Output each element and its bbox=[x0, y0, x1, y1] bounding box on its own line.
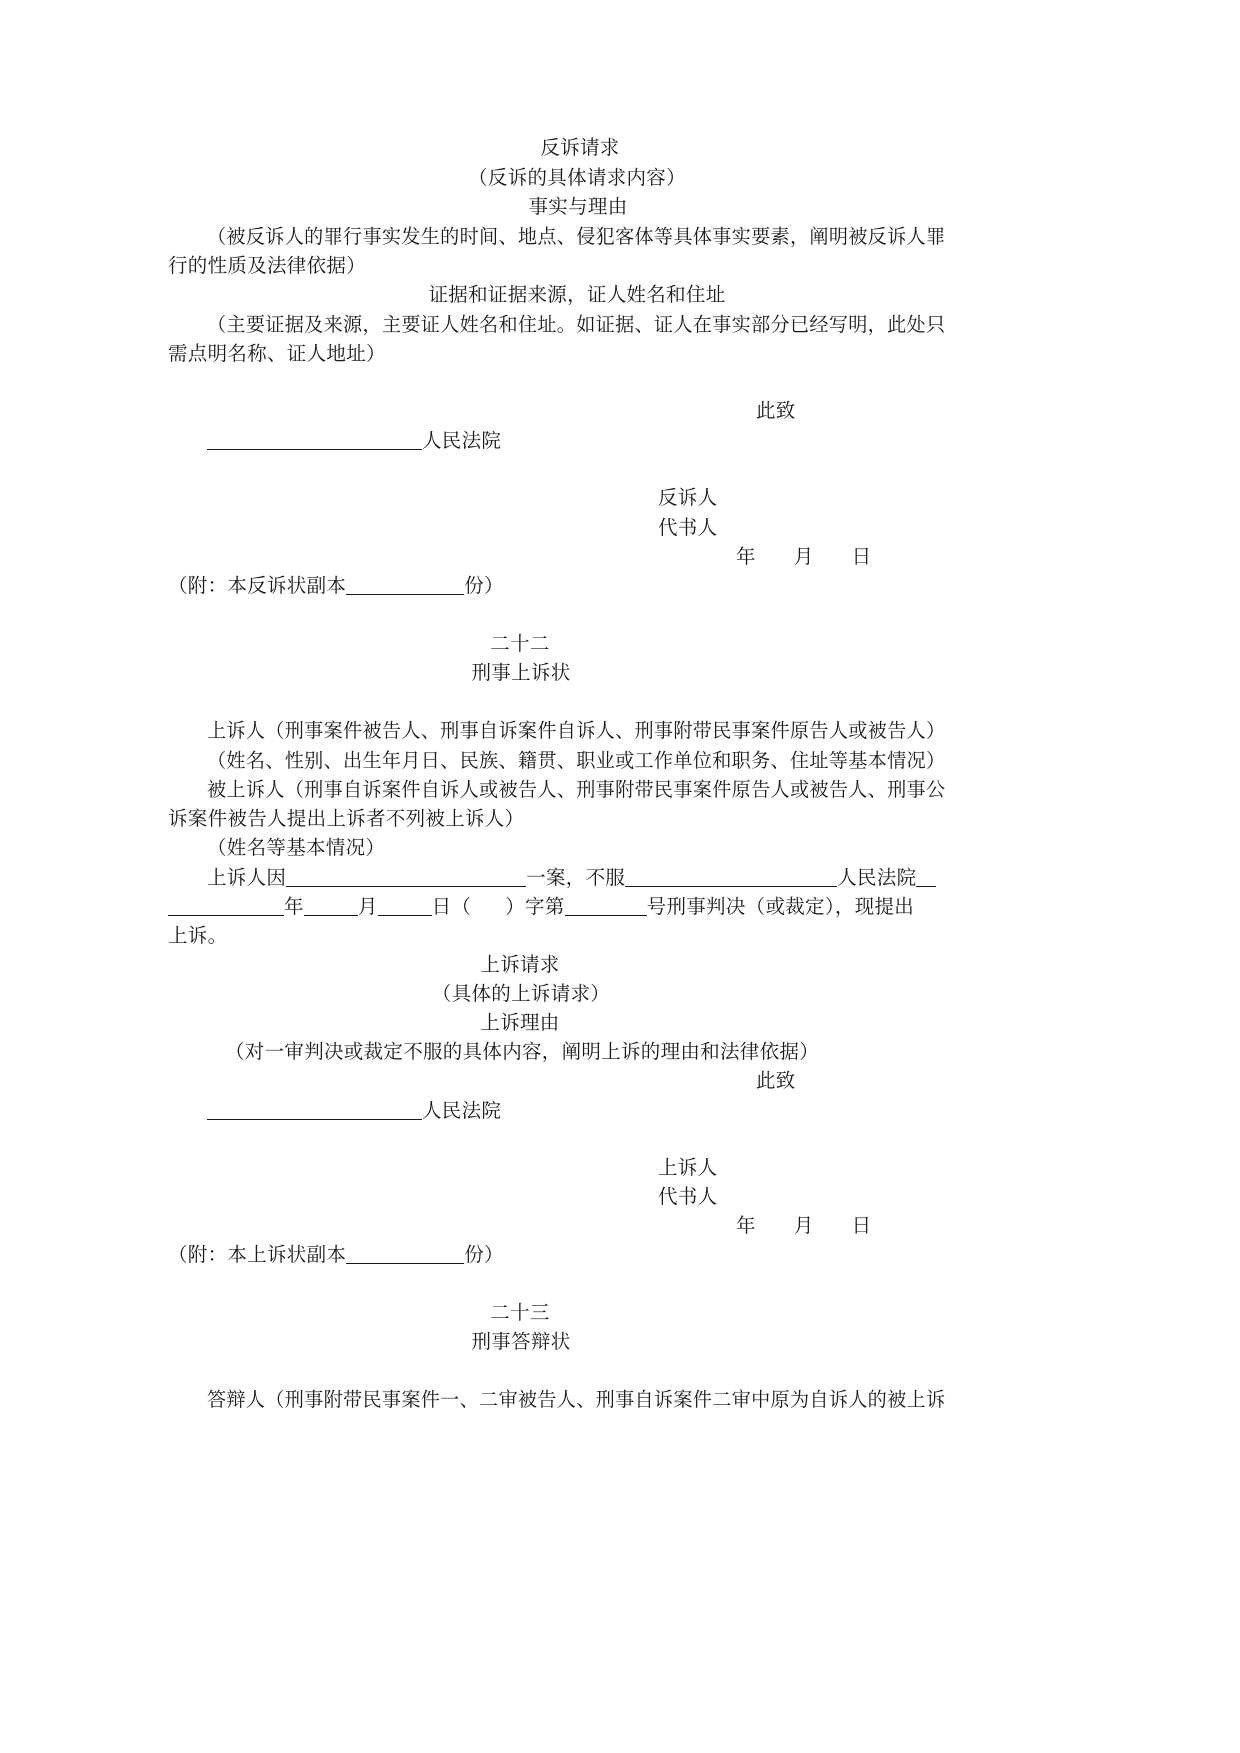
body-text: 号刑事判决（或裁定），现提出 bbox=[646, 895, 915, 918]
date-year: 年 bbox=[736, 1214, 756, 1237]
counterclaim-scribe: 代书人 bbox=[658, 516, 718, 539]
date-day: 日 bbox=[851, 545, 872, 568]
copies-count-blank bbox=[346, 1243, 464, 1264]
counterclaim-facts-note-cont: 行的性质及法律依据） bbox=[168, 254, 367, 277]
counterclaim-court-line bbox=[207, 427, 501, 455]
appellee-line: 被上诉人（刑事自诉案件自诉人或被告人、刑事附带民事案件原告人或被告人、刑事公 bbox=[207, 778, 946, 801]
court-suffix: 人民法院 bbox=[422, 1099, 502, 1122]
day-blank bbox=[378, 895, 432, 916]
court-suffix: 人民法院 bbox=[422, 429, 502, 452]
appeal-signer: 上诉人 bbox=[658, 1156, 718, 1179]
appeal-salutation: 此致 bbox=[756, 1069, 796, 1092]
appeal-reason-note: （对一审判决或裁定不服的具体内容，阐明上诉的理由和法律依据） bbox=[225, 1040, 820, 1063]
appeal-court-line bbox=[207, 1097, 501, 1125]
body-text: 月 bbox=[357, 895, 378, 918]
copies-suffix: 份） bbox=[464, 1243, 504, 1266]
month-blank bbox=[304, 895, 358, 916]
body-text: 上诉人因 bbox=[207, 866, 287, 889]
counterclaim-salutation: 此致 bbox=[756, 399, 796, 422]
date-month: 月 bbox=[793, 545, 814, 568]
counterclaim-evidence-note: （主要证据及来源，主要证人姓名和住址。如证据、证人在事实部分已经写明，此处只 bbox=[207, 313, 946, 336]
respondent-line: 答辩人（刑事附带民事案件一、二审被告人、刑事自诉案件二审中原为自诉人的被上诉 bbox=[207, 1388, 946, 1411]
appeal-body-line2 bbox=[168, 893, 914, 921]
copies-prefix: （附：本反诉状副本 bbox=[168, 574, 347, 597]
case-number-blank bbox=[565, 895, 647, 916]
counterclaim-evidence-note-cont: 需点明名称、证人地址） bbox=[168, 342, 386, 365]
appeal-scribe: 代书人 bbox=[658, 1185, 718, 1208]
appellee-line-cont: 诉案件被告人提出上诉者不列被上诉人） bbox=[168, 807, 525, 830]
appellant-info: （姓名、性别、出生年月日、民族、籍贯、职业或工作单位和职务、住址等基本情况） bbox=[207, 749, 946, 772]
copies-suffix: 份） bbox=[464, 574, 504, 597]
body-text: 年 bbox=[284, 895, 304, 918]
case-name-blank bbox=[286, 866, 526, 887]
court-name-blank bbox=[625, 866, 837, 887]
body-text: 一案，不服 bbox=[526, 866, 626, 889]
counterclaim-facts-note: （被反诉人的罪行事实发生的时间、地点、侵犯客体等具体事实要素，阐明被反诉人罪 bbox=[207, 225, 946, 248]
date-month: 月 bbox=[793, 1214, 814, 1237]
appellant-line: 上诉人（刑事案件被告人、刑事自诉案件自诉人、刑事附带民事案件原告人或被告人） bbox=[207, 719, 946, 742]
copies-prefix: （附：本上诉状副本 bbox=[168, 1243, 347, 1266]
date-year: 年 bbox=[736, 545, 756, 568]
appeal-copies bbox=[168, 1241, 504, 1269]
court-name-blank-cont bbox=[916, 866, 936, 887]
copies-count-blank bbox=[346, 574, 464, 595]
body-text: 日（ bbox=[431, 895, 472, 918]
date-day: 日 bbox=[851, 1214, 872, 1237]
body-text: 人民法院 bbox=[837, 866, 917, 889]
appellee-info: （姓名等基本情况） bbox=[207, 836, 386, 859]
counterclaim-signer: 反诉人 bbox=[658, 486, 718, 509]
year-blank bbox=[168, 895, 284, 916]
court-name-blank bbox=[207, 429, 422, 450]
body-text: ）字第 bbox=[505, 895, 565, 918]
appeal-body-line3: 上诉。 bbox=[168, 924, 228, 947]
appeal-body-line1 bbox=[207, 864, 936, 892]
counterclaim-copies bbox=[168, 572, 504, 600]
appeal-date bbox=[736, 1212, 871, 1240]
counterclaim-date bbox=[736, 543, 871, 571]
court-name-blank bbox=[207, 1099, 422, 1120]
